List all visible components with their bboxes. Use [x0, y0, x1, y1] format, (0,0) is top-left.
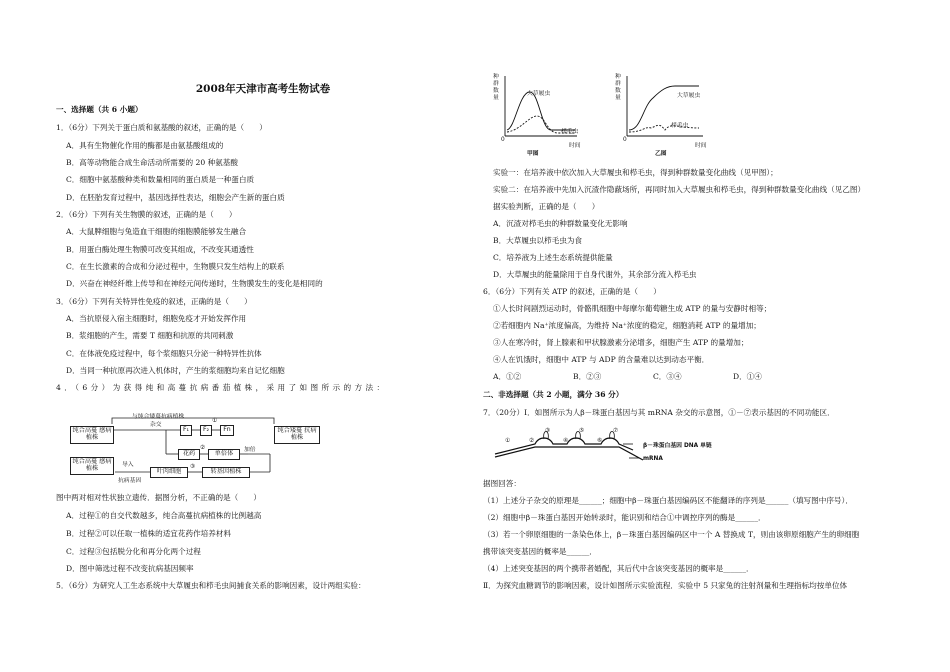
graph-caption-yi: 乙图	[655, 151, 667, 157]
experiment-2: 实验二：在培养液中先加入沉渣作隐蔽场所，再同时加入大草履虫和栉毛虫，得到种群数量变化曲线（见乙图）	[493, 185, 866, 194]
option: D．兴奋在神经纤维上传导和在神经元间传递时，生物膜发生的变化是相同的	[66, 279, 323, 288]
option: C．培养液为上述生态系统提供能量	[493, 253, 613, 262]
hybridization-diagram	[493, 426, 653, 472]
haploid-box: 单倍体	[208, 449, 240, 460]
option: B．高等动物能合成生命活动所需要的 20 种氨基酸	[66, 158, 238, 167]
question-stem: 4．（6分）为获得纯和高蔓抗病番茄植株，采用了如图所示的方法：	[56, 383, 388, 392]
region-3: ③	[545, 428, 551, 434]
sub-question: （2）细胞中β－珠蛋白基因开始转录时，能识别和结合①中调控序列的酶是______．	[483, 513, 766, 522]
breeding-diagram	[70, 412, 330, 484]
question-stem: 7．（20分）Ⅰ．如图所示为人β－珠蛋白基因与其 mRNA 杂交的示意图，①－⑦表示基因的不同功能区．	[483, 408, 835, 417]
option: D．在胚胎发育过程中，基因选择性表达，细胞会产生新的蛋白质	[66, 193, 285, 202]
part-ii-intro: Ⅱ．为探究血糖调节的影响因素，设计如图所示实验流程．实验中 5 只家兔的注射剂量和生理指标均按单位体	[483, 581, 848, 590]
option: C．过程③包括脱分化和再分化两个过程	[66, 547, 201, 556]
anther-box: 花药	[178, 449, 200, 460]
statement: ④人在饥饿时，细胞中 ATP 与 ADP 的含量难以达到动态平衡．	[493, 355, 710, 364]
step2-label: ②	[200, 445, 206, 451]
statement: ①人长时间剧烈运动时，骨骼肌细胞中每摩尔葡萄糖生成 ATP 的量与安静时相等；	[493, 304, 772, 313]
fn-box: Fn	[220, 425, 234, 436]
dna-strand-label: β－珠蛋白基因 DNA 单链	[643, 443, 712, 449]
option: C．在体液免疫过程中，每个浆细胞只分泌一种特异性抗体	[66, 349, 262, 358]
top-label: 与纯合矮蔓抗病植株	[132, 414, 185, 420]
series-label-paramecium-a: 大草履虫	[527, 91, 551, 97]
graph-caption-jia: 甲图	[527, 151, 539, 157]
region-7: ⑦	[613, 428, 619, 434]
series-label-didinium-b: 栉毛虫	[671, 123, 689, 129]
f1-box: F₁	[180, 425, 192, 436]
origin-a: 0	[501, 137, 505, 143]
question-stem: 6．（6分）下列有关 ATP 的叙述，正确的是（ ）	[483, 287, 661, 296]
region-5: ⑤	[579, 428, 585, 434]
option: B．大草履虫以栉毛虫为食	[493, 236, 583, 245]
parent-box-tall-susceptible: 纯合高蔓 感病植株	[70, 426, 114, 444]
question-stem: 3．（6分）下列有关特异性免疫的叙述，正确的是（ ）	[56, 297, 252, 306]
region-4: ④	[563, 438, 569, 444]
sub-question: （4）上述突变基因的两个携带者婚配，其后代中含该突变基因的概率是______．	[483, 564, 754, 573]
option: A．当抗原侵入宿主细胞时，细胞免疫才开始发挥作用	[66, 314, 247, 323]
option: B．过程②可以任取一植株的适宜花药作培养材料	[66, 529, 232, 538]
sub-question: （3）若一个卵原细胞的一条染色体上，β－珠蛋白基因编码区中一个 A 替换成 T，则由该卵原细胞产生的卵细胞	[483, 530, 860, 539]
step3-label: ③	[190, 464, 196, 470]
target-box-short-resistant: 纯合矮蔓 抗病植株	[274, 426, 320, 444]
option: C．细胞中氨基酸种类和数量相同的蛋白质是一种蛋白质	[66, 175, 255, 184]
option: A．沉渣对栉毛虫的种群数量变化无影响	[493, 219, 628, 228]
judge-line: 据实验判断，正确的是（ ）	[493, 202, 600, 211]
option: C．在生长激素的合成和分泌过程中，生物膜只发生结构上的联系	[66, 262, 285, 271]
mrna-label: mRNA	[643, 456, 663, 462]
step1-label: ①	[212, 418, 218, 424]
y-axis-label-b: 种群数量	[615, 74, 621, 101]
option: D．①④	[733, 372, 762, 381]
option: B．用蛋白酶处理生物膜可改变其组成，不改变其通透性	[66, 245, 254, 254]
statement: ②若细胞内 Na⁺浓度偏高，为维持 Na⁺浓度的稳定，细胞消耗 ATP 的量增加；	[493, 321, 761, 330]
question-stem: 2．（6分）下列有关生物膜的叙述，正确的是（ ）	[56, 210, 237, 219]
option: A．过程①的自交代数越多，纯合高蔓抗病植株的比例越高	[66, 511, 262, 520]
import-label: 导入	[122, 462, 134, 468]
transgenic-box: 转基因植株	[202, 467, 250, 478]
f2-box: F₂	[200, 425, 212, 436]
option: A．①②	[493, 372, 522, 381]
section-heading: 二、非选择题（共 2 小题，满分 36 分）	[483, 390, 624, 399]
option: D．大草履虫的能量除用于自身代谢外，其余部分流入栉毛虫	[493, 270, 697, 279]
option: A．具有生物催化作用的酶都是由氨基酸组成的	[66, 141, 224, 150]
section-heading: 一、选择题（共 6 小题）	[56, 105, 143, 114]
option: A．大鼠脾细胞与兔造血干细胞的细胞膜能够发生融合	[66, 227, 247, 236]
x-axis-label-b: 时间	[695, 143, 707, 149]
x-axis-label-a: 时间	[569, 143, 581, 149]
statement: ③人在寒冷时，肾上腺素和甲状腺激素分泌增多，细胞产生 ATP 的量增加；	[493, 338, 749, 347]
question-stem: 5．（6分）为研究人工生态系统中大草履虫和栉毛虫间捕食关系的影响因素，设计两组实验：	[56, 581, 366, 590]
page-title: 2008年天津市高考生物试卷	[195, 83, 331, 95]
sub-question-cont: 携带该突变基因的概率是______．	[483, 547, 597, 556]
series-label-paramecium-b: 大草履虫	[677, 93, 701, 99]
option: D．当同一种抗原再次进入机体时，产生的浆细胞均来自记忆细胞	[66, 366, 285, 375]
doubling-label: 加倍	[244, 447, 256, 453]
parent-box-repeat: 纯合高蔓 感病植株	[70, 457, 114, 475]
question-stem: 1．（6分）下列关于蛋白质和氨基酸的叙述，正确的是（ ）	[56, 123, 267, 132]
resistance-gene-label: 抗病基因	[118, 478, 142, 484]
sub-question: （1）上述分子杂交的原理是______；细胞中β－珠蛋白基因编码区不能翻译的序列是______（填写图中序号）．	[483, 496, 853, 505]
region-1: ①	[505, 438, 511, 444]
option: C．③④	[653, 372, 682, 381]
region-6: ⑥	[597, 438, 603, 444]
diagram-caption: 图中两对相对性状独立遗传．据图分析，不正确的是（ ）	[56, 493, 262, 502]
region-2: ②	[529, 438, 535, 444]
y-axis-label-a: 种群数量	[493, 74, 499, 101]
options-row	[493, 372, 813, 382]
option: B．浆细胞的产生，需要 T 细胞和抗原的共同刺激	[66, 331, 234, 340]
answer-intro: 据图回答：	[483, 479, 521, 488]
cross-label: 杂交	[150, 422, 162, 428]
option: D．图中筛选过程不改变抗病基因频率	[66, 564, 194, 573]
experiment-1: 实验一：在培养液中依次加入大草履虫和栉毛虫，得到种群数量变化曲线（见甲图）；	[493, 168, 778, 177]
mesophyll-box: 叶肉细胞	[150, 467, 188, 478]
option: B．②③	[573, 372, 602, 381]
origin-b: 0	[623, 137, 627, 143]
series-label-didinium-a: 栉毛虫	[561, 129, 579, 135]
